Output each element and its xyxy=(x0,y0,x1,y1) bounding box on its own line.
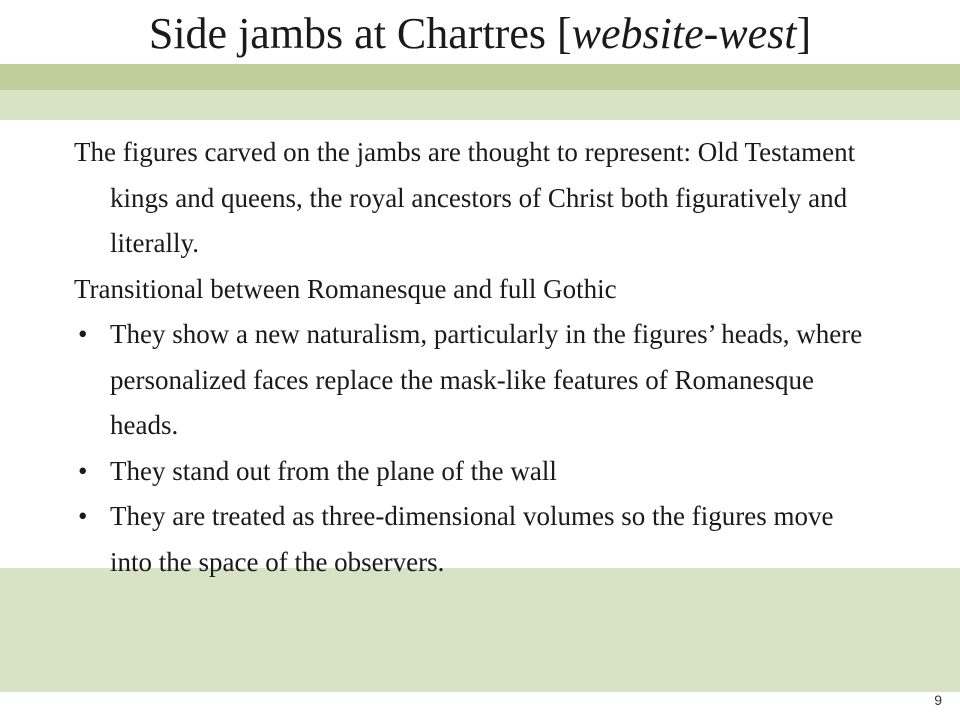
slide-body xyxy=(74,130,874,585)
bullet-dot: • xyxy=(78,455,88,486)
bullet-dot: • xyxy=(78,501,88,531)
header-band-dark xyxy=(0,64,960,90)
bullet-item-1 xyxy=(74,312,874,449)
slide-title xyxy=(0,8,960,60)
page-number: 9 xyxy=(934,692,942,708)
title-text: Side jambs at Chartres [ xyxy=(148,9,572,58)
title-close-bracket: ] xyxy=(796,9,812,58)
body-paragraph-2: Transitional between Romanesque and full Gothic xyxy=(74,273,617,304)
title-link-text: website-west xyxy=(571,9,797,58)
body-paragraph-1: The figures carved on the jambs are thought to represent: Old Testament kings and queens, the royal ancestors of Christ both figuratively and literally. xyxy=(74,137,856,258)
bullet-text: They are treated as three-dimensional volumes so the figures move into the space of the observers. xyxy=(110,501,834,577)
bullet-text: They stand out from the plane of the wall xyxy=(110,455,557,486)
bullet-text: They show a new naturalism, particularly in the figures’ heads, where personalized faces replace the mask-like features of Romanesque heads. xyxy=(110,319,863,440)
bullet-item-3 xyxy=(74,494,874,585)
bullet-dot: • xyxy=(78,319,88,349)
footer-band xyxy=(0,568,960,692)
header-band-light xyxy=(0,90,960,120)
bullet-item-2 xyxy=(74,449,874,495)
